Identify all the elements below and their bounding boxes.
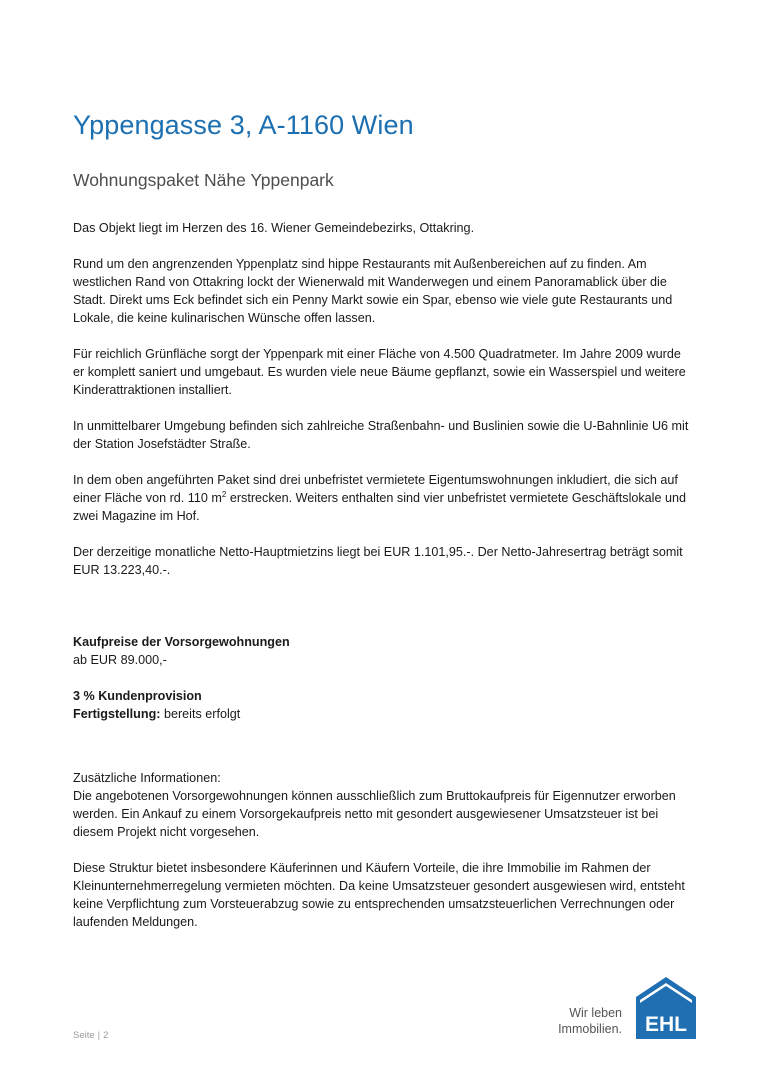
page-number bbox=[73, 1030, 108, 1041]
paragraph-park: Für reichlich Grünfläche sorgt der Yppenpark mit einer Fläche von 4.500 Quadratmeter. Im Jahre 2009 wurde er komplett saniert und umgebaut. Es wurden viele neue Bäume gepflanzt, sowie ein Wasserspiel und weitere Kinderattraktionen installiert. bbox=[73, 347, 686, 397]
package-text-start: In dem oben angeführten Paket sind drei unbefristet vermietete Eigentumswohnungen inkludiert, die sich auf einer Fläche von rd. 110 m bbox=[73, 473, 678, 505]
page-subtitle: Wohnungspaket Nähe Yppenpark bbox=[73, 170, 334, 190]
ehl-logo bbox=[634, 975, 698, 1039]
additional-info-heading: Zusätzliche Informationen: bbox=[73, 771, 221, 785]
completion-label: Fertigstellung: bbox=[73, 707, 161, 721]
pricing-value: ab EUR 89.000,- bbox=[73, 653, 167, 667]
paragraph-surroundings: Rund um den angrenzenden Yppenplatz sind hippe Restaurants mit Außenbereichen auf zu finden. Am westlichen Rand von Ottakring lockt der Wienerwald mit Wanderwegen und einem Panoramablick über die Stadt. Direkt ums Eck befindet sich ein Penny Markt sowie ein Spar, ebenso wie viele gute Restaurants und Lokale, die keine kulinarischen Wünsche offen lassen. bbox=[73, 257, 673, 325]
superscript-2: 2 bbox=[221, 489, 227, 499]
spacer bbox=[73, 723, 693, 769]
company-slogan bbox=[558, 1005, 622, 1037]
additional-info-section bbox=[73, 769, 693, 931]
svg-text:EHL: EHL bbox=[645, 1013, 687, 1036]
commission-text: 3 % Kundenprovision bbox=[73, 689, 202, 703]
paragraph-transport: In unmittelbarer Umgebung befinden sich zahlreiche Straßenbahn- und Buslinien sowie die U-Bahnlinie U6 mit der Station Josefstädter Straße. bbox=[73, 419, 689, 451]
paragraph-rent: Der derzeitige monatliche Netto-Hauptmietzins liegt bei EUR 1.101,95.-. Der Netto-Jahresertrag beträgt somit EUR 13.223,40.-. bbox=[73, 545, 683, 577]
page-number-value: 2 bbox=[103, 1030, 109, 1041]
paragraph-package bbox=[73, 471, 693, 525]
page-label: Seite bbox=[73, 1030, 95, 1041]
completion-value: bereits erfolgt bbox=[160, 707, 241, 721]
completion-line bbox=[73, 705, 693, 723]
spacer bbox=[73, 597, 693, 633]
additional-info-text-2: Diese Struktur bietet insbesondere Käuferinnen und Käufern Vorteile, die ihre Immobilie im Rahmen der Kleinunternehmerregelung vermieten möchten. Da keine Umsatzsteuer gesondert ausgewiesen wird, entsteht keine Verpflichtung zum Vorsteuerabzug sowie zu entsprechenden umsatzsteuerlichen Verrechnungen oder laufenden Meldungen. bbox=[73, 861, 685, 929]
page-title: Yppengasse 3, A-1160 Wien bbox=[73, 110, 414, 140]
document-body bbox=[73, 219, 693, 949]
additional-info-text-1: Die angebotenen Vorsorgewohnungen können ausschließlich zum Bruttokaufpreis für Eigennutzer erworben werden. Ein Ankauf zu einem Vorsorgekaufpreis netto mit gesondert ausgewiesener Umsatzsteuer ist bei diesem Projekt nicht vorgesehen. bbox=[73, 789, 676, 839]
slogan-line-2: Immobilien. bbox=[558, 1022, 622, 1036]
page-separator: | bbox=[97, 1030, 101, 1041]
slogan-line-1: Wir leben bbox=[569, 1006, 622, 1020]
pricing-heading: Kaufpreise der Vorsorgewohnungen bbox=[73, 635, 290, 649]
pricing-section bbox=[73, 633, 693, 723]
package-text-end: erstrecken. Weiters enthalten sind vier unbefristet vermietete Geschäftslokale und zwei Magazine im Hof. bbox=[73, 491, 686, 523]
spacer bbox=[73, 669, 693, 687]
paragraph-location: Das Objekt liegt im Herzen des 16. Wiener Gemeindebezirks, Ottakring. bbox=[73, 221, 475, 235]
